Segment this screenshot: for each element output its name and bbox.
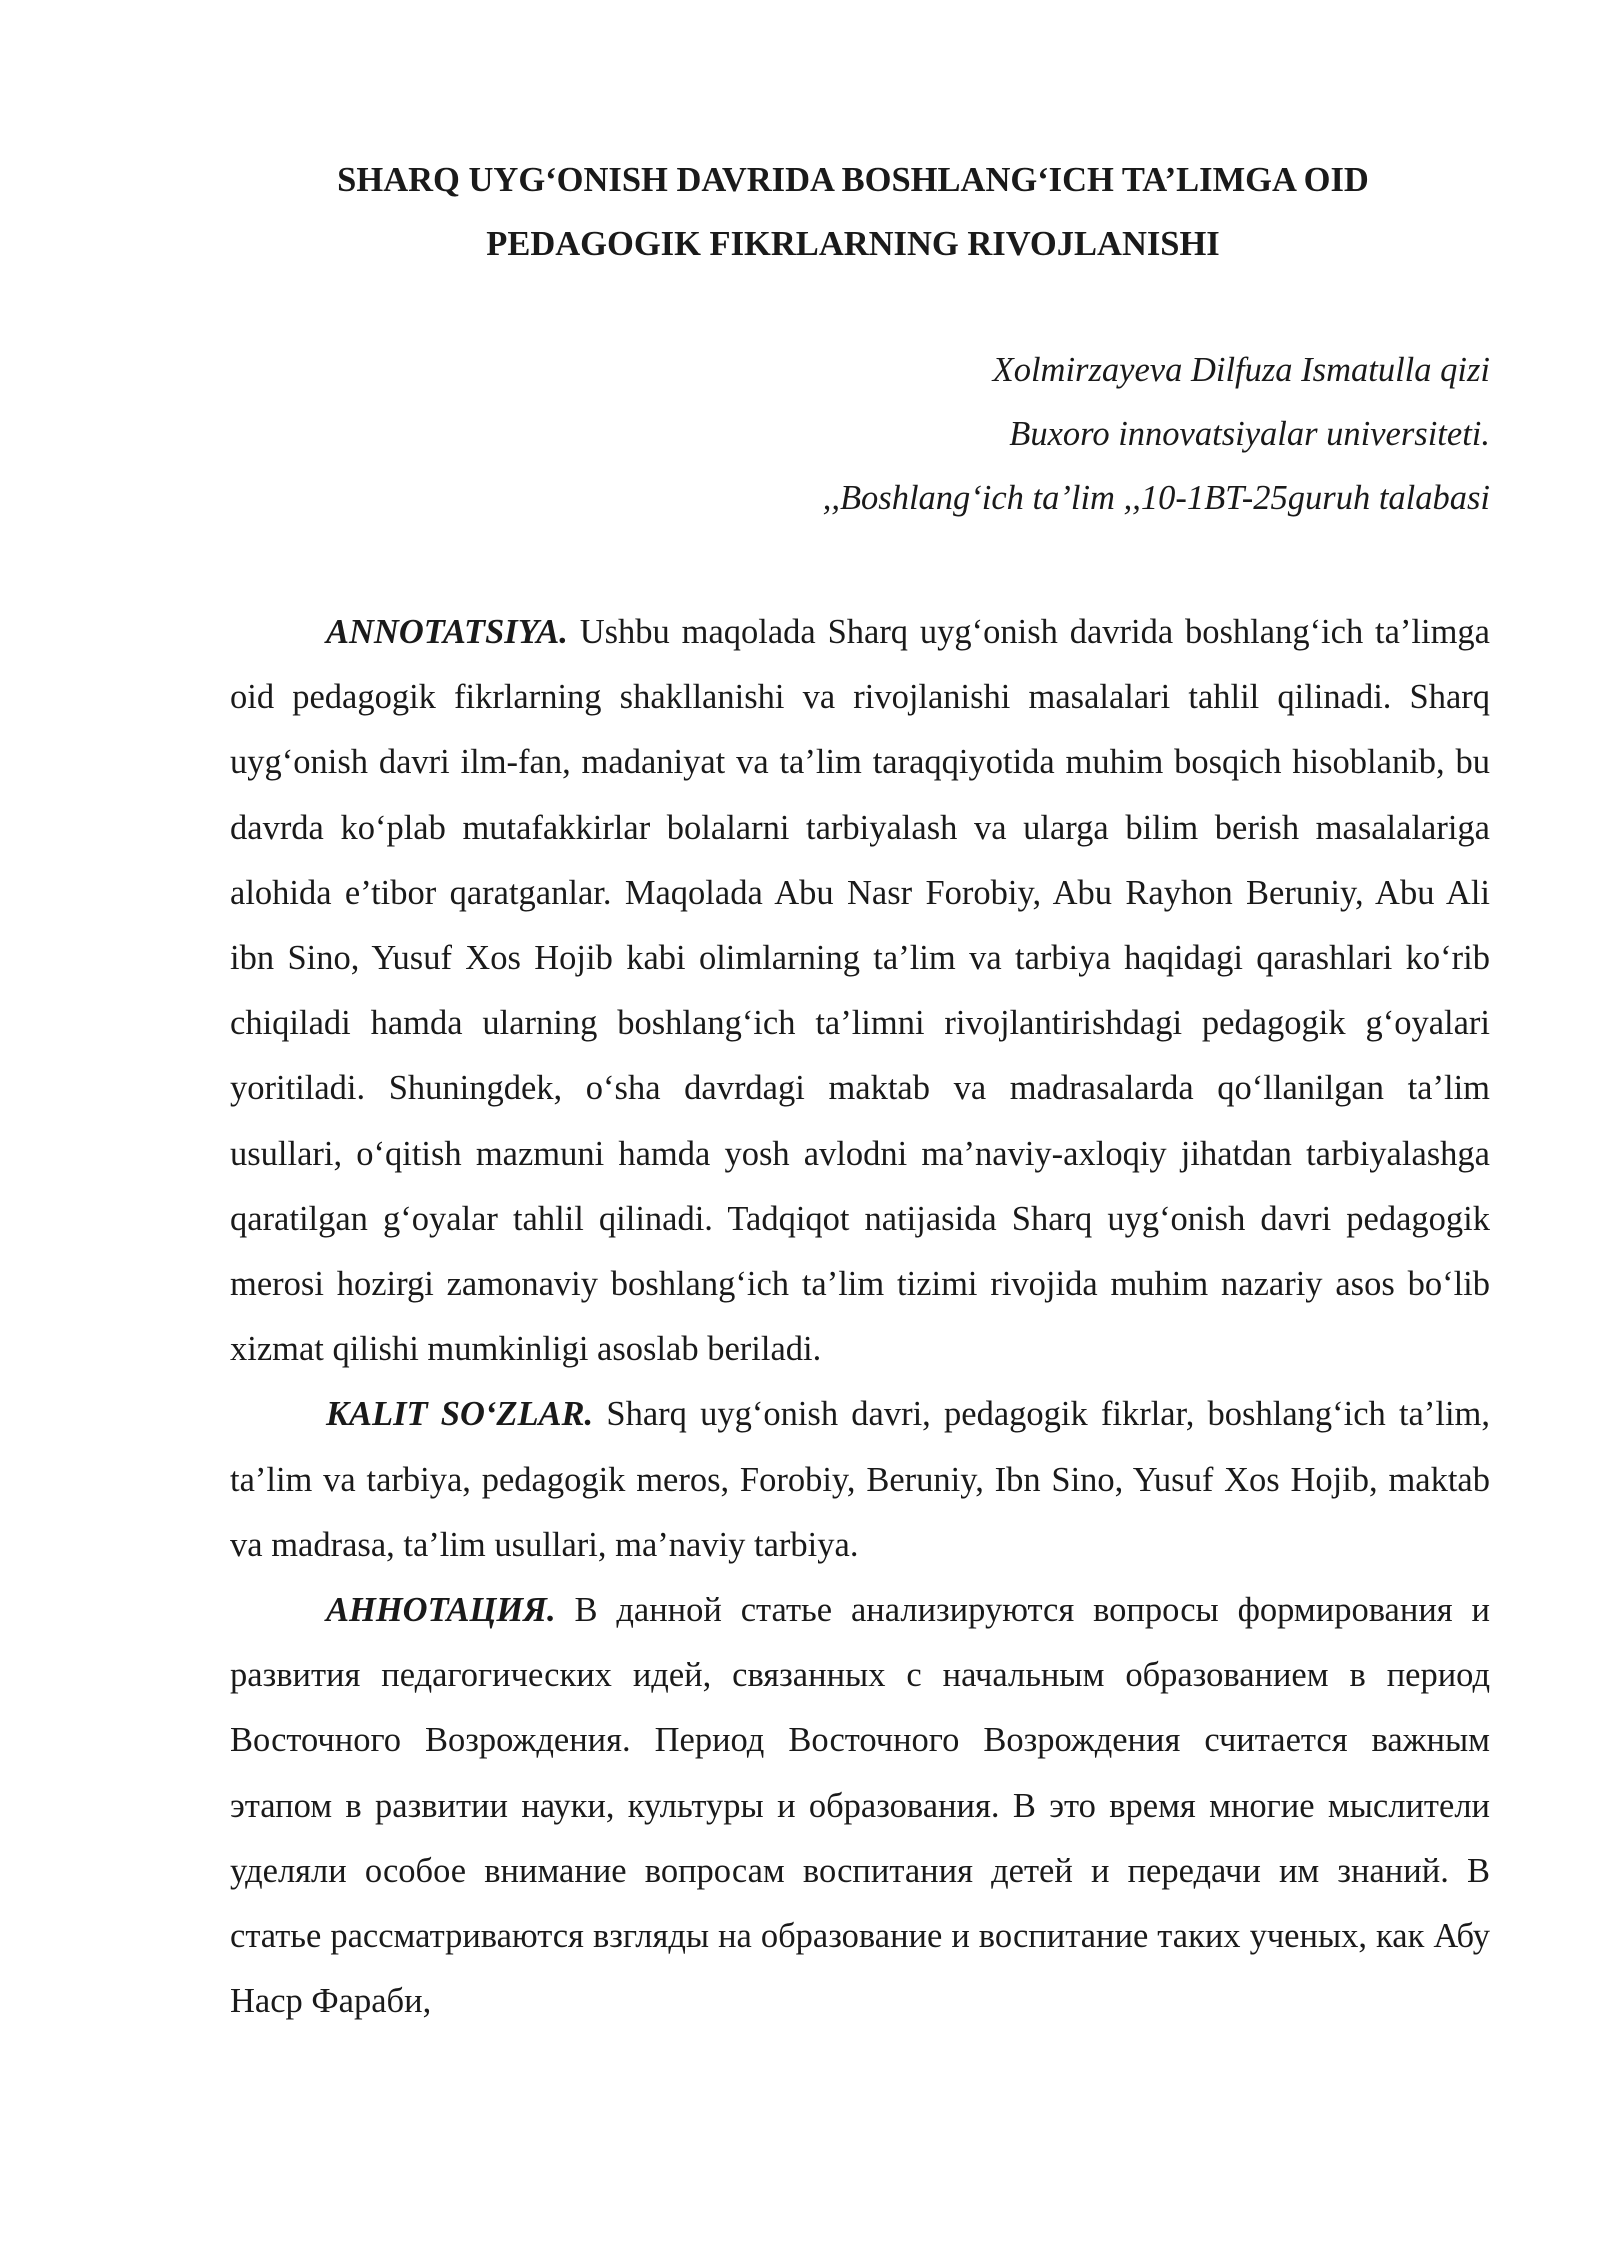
keywords-uz-label: KALIT SO‘ZLAR. [326,1395,594,1434]
author-block [230,338,1490,530]
annotation-uz-paragraph [230,600,1490,1382]
article-title [230,148,1476,276]
author-group: ,,Boshlang‘ich ta’lim ,,10-1BT-25guruh talabasi [822,479,1490,517]
article-body [230,600,1490,2034]
article-title-line-2: PEDAGOGIK FIKRLARNING RIVOJLANISHI [486,225,1220,263]
author-university: Buxoro innovatsiyalar universiteti. [1009,415,1490,453]
article-title-line-1: SHARQ UYG‘ONISH DAVRIDA BOSHLANG‘ICH TA’LIMGA OID [337,161,1369,199]
annotation-ru-text: В данной статье анализируются вопросы формирования и развития педагогических идей, связанных с начальным образованием в период Восточного Возрождения. Период Восточного Возрождения считается важным этапом в развитии науки, культуры и образования. В это время многие мыслители уделяли особое внимание вопросам воспитания детей и передачи им знаний. В статье рассматриваются взгляды на образование и воспитание таких ученых, как Абу Наср Фараби, [230,1591,1490,2021]
author-name: Xolmirzayeva Dilfuza Ismatulla qizi [992,351,1490,389]
keywords-uz-text: Sharq uyg‘onish davri, pedagogik fikrlar, boshlang‘ich ta’lim, ta’lim va tarbiya, pedagogik meros, Forobiy, Beruniy, Ibn Sino, Yusuf Xos Hojib, maktab va madrasa, ta’lim usullari, ma’naviy tarbiya. [230,1395,1490,1564]
annotation-ru-paragraph [230,1578,1490,2034]
annotation-uz-text: Ushbu maqolada Sharq uyg‘onish davrida boshlang‘ich ta’limga oid pedagogik fikrlarning shakllanishi va rivojlanishi masalalari tahlil qilinadi. Sharq uyg‘onish davri ilm-fan, madaniyat va ta’lim taraqqiyotida muhim bosqich hisoblanib, bu davrda ko‘plab mutafakkirlar bolalarni tarbiyalash va ularga bilim berish masalalariga alohida e’tibor qaratganlar. Maqolada Abu Nasr Forobiy, Abu Rayhon Beruniy, Abu Ali ibn Sino, Yusuf Xos Hojib kabi olimlarning ta’lim va tarbiya haqidagi qarashlari ko‘rib chiqiladi hamda ularning boshlang‘ich ta’limni rivojlantirishdagi pedagogik g‘oyalari yoritiladi. Shuningdek, o‘sha davrdagi maktab va madrasalarda qo‘llanilgan ta’lim usullari, o‘qitish mazmuni hamda yosh avlodni ma’naviy-axloqiy jihatdan tarbiyalashga qaratilgan g‘oyalar tahlil qilinadi. Tadqiqot natijasida Sharq uyg‘onish davri pedagogik merosi hozirgi zamonaviy boshlang‘ich ta’lim tizimi rivojida muhim nazariy asos bo‘lib xizmat qilishi mumkinligi asoslab beriladi. [230,613,1490,1369]
annotation-ru-label: АННОТАЦИЯ. [326,1591,556,1630]
annotation-uz-label: ANNOTATSIYA. [326,613,568,651]
keywords-uz-paragraph [230,1382,1490,1578]
